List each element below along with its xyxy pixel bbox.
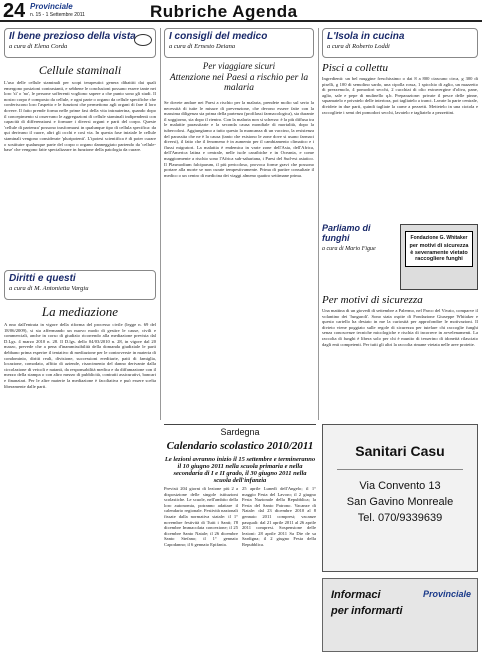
- diritti-box-author: a cura di M. Antonietta Vargiu: [9, 285, 89, 292]
- ad-sanitari-casu: [322, 424, 478, 572]
- fungi-box-author: a cura di Mario Figue: [322, 245, 376, 252]
- diritti-box-title: Diritti e questi: [9, 273, 76, 284]
- medico-kicker: Per viaggiare sicuri: [202, 62, 276, 71]
- ad-informaci: [322, 578, 478, 652]
- sardegna-rule: [164, 424, 316, 425]
- section-title: Rubriche Agenda: [150, 2, 298, 21]
- ad-sanitari-phone: Tel. 070/9339639: [357, 512, 443, 524]
- fungi-sign-photo: [400, 224, 478, 290]
- ad-informaci-line1: Informaci: [331, 589, 381, 601]
- diritti-header-box: [4, 270, 156, 300]
- isola-box-author: a cura di Roberto Loddi: [327, 43, 390, 50]
- vista-box-author: a cura di Elena Corda: [9, 43, 68, 50]
- isola-header-box: [322, 28, 478, 58]
- ad-divider: [337, 469, 463, 470]
- eye-icon: [134, 34, 152, 46]
- medico-article-body: Se dovete andare nei Paesi a rischio per la malaria, prendete molto sul serio la necessità di tutte le misure di prevenzione, che devono essere fatte con la massima diligenza sia prima della partenza (profilassi farmacologica), sia durante il soggiorno, sia dopo il rientro. Con la malaria non si scherza: è la più diffusa tra le malattie parassitarie e la seconda causa mondiale di mortalità, dopo la tubercolosi. Aggiungiamo a tutto questo la mancanza di un vaccino, la resistenza del parassita che ne è la causa (tanto che esistono le zone dove si usano farmaci diversi), il fatto che il fenomeno è in aumento per il cambiamento climatico e i flussi migratori. La malattia è endemica in varie zone dell'Asia, dell'Africa, dell'America latina e centrale, nelle isole caraibiche e in Oceania, e come maggiormente a rischio sono l'Africa sub-sahariana, i Paesi del Sud-est asiatico. Il Plasmodium falciparum, il più pericoloso, provoca forme gravi che possono portare alla morte se non curate tempestivamente. Prima di partire consultate il medico o un centro di medicina dei viaggi almeno quattro settimane prima.: [164, 100, 314, 178]
- medico-box-author: a cura di Ernesto Deiana: [169, 43, 236, 50]
- diritti-headline: La mediazione: [41, 305, 119, 319]
- isola-article-body: Ingredienti: un bel muggine freschissimo o dai 8 a 800 ciascuno circa, g 300 di piselli, g 100 di semolino sardo, una cipolla rossa, 1 spicchio di aglio, un mazzetto di prezzemolo, 4 pomodori secchi, 2 cucchiai di olio extravergine d'oliva, pane, aglio, sale e pepe di mulinello q.b. Preparazione: private il pesce delle pinne, squamatelo e privatelo delle interiora, poi tagliatelo a tranci. Lavate la parte centrale, dividete in due parti, quindi tagliate la carne a pezzetti. Mettetelo in una ciotola e raccogliete i semi dei pomodori secchi, lavatelo e tagliatelo a pezzettini.: [322, 76, 478, 115]
- fungi-header-box: [322, 224, 398, 290]
- sign-org: Fondazione G. Whitaker: [410, 235, 468, 241]
- medico-box-title: I consigli del medico: [169, 31, 268, 42]
- sardegna-subhead: Le lezioni avranno inizio il 15 settembre e termineranno il 10 giugno 2011 nella scuola primaria e nella secondaria di I e II grado, il 30 giugno 2011 nella scuola dell'infanzia: [164, 456, 316, 485]
- vista-article-body: L'uso delle cellule staminali per scopi terapeutici genera dibattiti dai quali emergono posizioni contrastanti, e sebbene le conclusioni possano essere tante nei loro 'sì' o 'no', le persone sofferenti vogliono sapere a che punto sono gli studi. Il nostro corpo è composto da cellule, e ogni parte o organo da cellule specifiche che conferiscono loro l'aspetto e le funzioni che permettono agli organi di fare il loro dovere. Il fatto prende forma nelle prime fasi della vita intrauterina, quando dopo il concepimento si osservano le aggregazioni di cellule staminali indipendenti con capacità di differenziarsi e formare i diversi organi e parti del corpo. Queste 'cellule di partenza' possono trasformarsi in qualunque tipo di cellula specifica: da qui derivano il cuore, altri gli occhi e così via. In questa fase iniziale le cellule staminali vengono considerate 'pluripotenti'. L'ipotesi scientifica è di poter curare o sostituire qualunque parte del corpo o organo danneggiato partendo da 'cellule-base' che vengono fatte specializzare in funzione della patologia da curare.: [4, 80, 156, 153]
- sign-text: per motivi di sicurezza è severamente vietato raccogliere funghi: [409, 243, 469, 263]
- ad-sanitari-city: San Gavino Monreale: [346, 496, 454, 508]
- ad-sanitari-address: Via Convento 13: [359, 480, 441, 492]
- vista-box-title: Il bene prezioso della vista: [9, 31, 136, 42]
- fungi-article-body: Una mattina di un giovedì di settembre a Palermo, nel Parco del Vivaio, comparve il volantino dei 'fungaroli'. Sono stata ospite di Fondazione Giuseppe Whitaker e questo cartello ha destato in me la curiosità per approfondire le motivazioni. Il divieto viene poggiato sulle regole di sicurezza per tutelare chi raccoglie funghi senza conoscenze tecniche micologiche e rischia di incorrere in avvelenamenti. La raccolta di funghi è libera solo per chi è munito di tesserino di idoneità rilasciato dagli enti competenti. Per tutti gli altri la raccolta rimane vietata nelle aree protette.: [322, 308, 478, 347]
- isola-box-title: L'Isola in cucina: [327, 31, 405, 42]
- column-divider: [160, 28, 161, 420]
- vista-headline: Cellule staminali: [38, 64, 122, 77]
- sardegna-region: Sardegna: [220, 428, 260, 437]
- ad-informaci-line2: per informarti: [331, 605, 403, 617]
- diritti-article-body: A nno dall'entrata in vigore della riforma del processo civile (legge n. 69 del 18/06/2009), si sta affermando un nuovo modo di gestire le cause, civili e commerciali, anche in corso di giudizio ricorrendo alla mediazione prevista dal D.Lgs. 4 marzo 2010 n. 28. Il D.lgs. dello 04/03/2010 n. 28, in vigore dal 20 marzo, prevede che a pena d'inammissibilità della domanda giudiziale le parti debbano prima esperire il tentativo di mediazione per le controversie in materia di condominio, diritti reali, divisione, successioni ereditarie, patti di famiglia, locazione, comodato, affitto di aziende, risarcimento del danno derivante dalla circolazione di veicoli e natanti, da responsabilità medica e da diffamazione con il mezzo della stampa o con altro mezzo di pubblicità, contratti assicurativi, bancari e finanziari. Per le altre materie la mediazione è facoltativa e può essere scelta liberamente dalle parti.: [4, 322, 156, 389]
- ad-sanitari-title: Sanitari Casu: [355, 443, 445, 459]
- fungi-box-title: Parliamo di funghi: [322, 224, 371, 243]
- isola-headline: Pisci a collettu: [322, 62, 388, 74]
- sardegna-body-col2: 25 aprile Lunedì dell'Angelo; il 1° maggio Festa del Lavoro; il 2 giugno Festa Nazionale della Repubblica; la Festa del Santo Patrono. Vacanze di Natale: dal 23 dicembre 2010 al 8 gennaio 2011 compresi; vacanze pasquali: dal 21 aprile 2011 al 26 aprile 2011 compresi. Sospensione delle lezioni: 28 aprile 2011 Sa Die de sa Sardigna; il 2 giugno Festa della Repubblica.: [242, 486, 316, 547]
- fungi-warning-sign: [405, 231, 473, 267]
- sardegna-body-col1: Previsti 204 giorni di lezione più 2 a disposizione delle singole istituzioni scolastiche. Le scuole, nell'ambito della loro autonomia, potranno adattare il calendario regionale. Festività nazionali fissate dalla normativa statale: il 1° novembre festività di Tutti i Santi; l'8 dicembre Immacolata concezione; il 25 dicembre Santo Natale; il 26 dicembre Santo Stefano; il 1° gennaio Capodanno; il 6 gennaio Epifania.: [164, 486, 238, 547]
- fungi-headline: Per motivi di sicurezza: [322, 294, 423, 306]
- medico-header-box: [164, 28, 314, 58]
- medico-headline: Attenzione nei Paesi a rischio per la malaria: [169, 73, 309, 94]
- vista-header-box: [4, 28, 156, 58]
- brand-logo: Provinciale: [30, 2, 73, 11]
- page-number: 24: [3, 0, 26, 22]
- ad-promo-brand: Provinciale: [422, 589, 471, 599]
- sardegna-headline: Calendario scolastico 2010/2011: [166, 440, 314, 452]
- column-divider: [318, 28, 319, 420]
- issue-info: n. 15 - 1 Settembre 2011: [30, 12, 85, 18]
